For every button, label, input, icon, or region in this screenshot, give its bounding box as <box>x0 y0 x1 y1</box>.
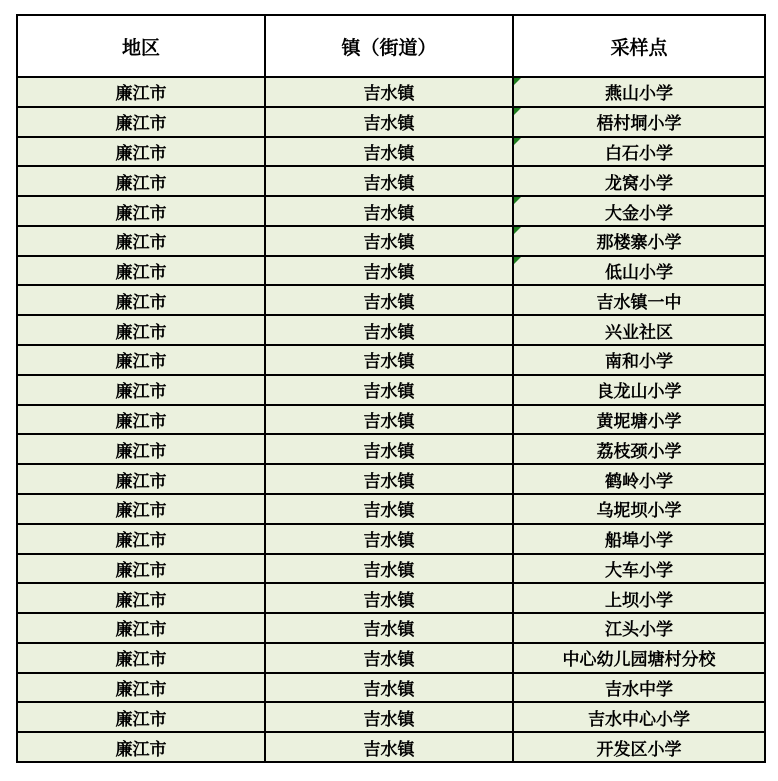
table-row <box>17 256 765 286</box>
site-cell[interactable] <box>513 434 765 464</box>
region-cell[interactable]: 廉江市 <box>17 464 265 494</box>
site-cell[interactable] <box>513 196 765 226</box>
site-cell-text: 南和小学 <box>605 352 673 372</box>
table-row <box>17 613 765 643</box>
town-cell[interactable]: 吉水镇 <box>265 583 513 613</box>
sampling-points-sheet <box>16 14 766 763</box>
site-cell[interactable] <box>513 643 765 673</box>
region-cell[interactable]: 廉江市 <box>17 434 265 464</box>
table-row <box>17 494 765 524</box>
region-cell[interactable]: 廉江市 <box>17 494 265 524</box>
header-row <box>17 15 765 77</box>
town-cell[interactable]: 吉水镇 <box>265 137 513 167</box>
site-cell[interactable] <box>513 375 765 405</box>
table-row <box>17 375 765 405</box>
region-cell[interactable]: 廉江市 <box>17 405 265 435</box>
table-row <box>17 315 765 345</box>
error-indicator-icon <box>514 108 521 115</box>
sampling-points-table <box>16 14 766 763</box>
table-row <box>17 673 765 703</box>
town-cell[interactable]: 吉水镇 <box>265 77 513 107</box>
region-cell[interactable]: 廉江市 <box>17 137 265 167</box>
site-cell-text: 吉水中学 <box>605 680 673 700</box>
site-cell-text: 燕山小学 <box>605 84 673 104</box>
region-cell[interactable]: 廉江市 <box>17 77 265 107</box>
error-indicator-icon <box>514 197 521 204</box>
region-cell[interactable]: 廉江市 <box>17 345 265 375</box>
town-cell[interactable]: 吉水镇 <box>265 315 513 345</box>
town-cell[interactable]: 吉水镇 <box>265 196 513 226</box>
town-cell[interactable]: 吉水镇 <box>265 166 513 196</box>
site-cell[interactable] <box>513 464 765 494</box>
region-cell[interactable]: 廉江市 <box>17 613 265 643</box>
town-cell[interactable]: 吉水镇 <box>265 464 513 494</box>
site-cell[interactable] <box>513 285 765 315</box>
site-cell-text: 中心幼儿园塘村分校 <box>562 650 716 670</box>
town-cell[interactable]: 吉水镇 <box>265 643 513 673</box>
site-cell-text: 上坝小学 <box>605 590 673 610</box>
table-header <box>17 15 765 77</box>
site-cell[interactable] <box>513 673 765 703</box>
site-cell[interactable] <box>513 702 765 732</box>
town-cell[interactable]: 吉水镇 <box>265 107 513 137</box>
site-cell-text: 龙窝小学 <box>605 173 673 193</box>
site-cell-text: 兴业社区 <box>605 322 673 342</box>
region-cell[interactable]: 廉江市 <box>17 375 265 405</box>
site-cell[interactable] <box>513 613 765 643</box>
region-cell[interactable]: 廉江市 <box>17 285 265 315</box>
town-cell[interactable]: 吉水镇 <box>265 702 513 732</box>
site-cell[interactable] <box>513 405 765 435</box>
table-row <box>17 434 765 464</box>
table-row <box>17 137 765 167</box>
town-cell[interactable]: 吉水镇 <box>265 613 513 643</box>
region-cell[interactable]: 廉江市 <box>17 196 265 226</box>
site-cell[interactable] <box>513 137 765 167</box>
table-row <box>17 732 765 762</box>
table-row <box>17 107 765 137</box>
region-cell[interactable]: 廉江市 <box>17 583 265 613</box>
error-indicator-icon <box>514 78 521 85</box>
table-row <box>17 583 765 613</box>
site-cell-text: 鹤岭小学 <box>605 471 673 491</box>
column-header-site[interactable]: 采样点 <box>513 15 765 77</box>
site-cell-text: 黄坭塘小学 <box>596 411 682 431</box>
table-body <box>17 77 765 762</box>
table-row <box>17 405 765 435</box>
region-cell[interactable]: 廉江市 <box>17 673 265 703</box>
site-cell-text: 梧村垌小学 <box>596 114 682 134</box>
site-cell[interactable] <box>513 732 765 762</box>
region-cell[interactable]: 廉江市 <box>17 643 265 673</box>
town-cell[interactable]: 吉水镇 <box>265 434 513 464</box>
site-cell[interactable] <box>513 583 765 613</box>
site-cell[interactable] <box>513 226 765 256</box>
region-cell[interactable]: 廉江市 <box>17 315 265 345</box>
table-row <box>17 554 765 584</box>
site-cell-text: 船埠小学 <box>605 531 673 551</box>
region-cell[interactable]: 廉江市 <box>17 226 265 256</box>
site-cell-text: 白石小学 <box>605 143 673 163</box>
region-cell[interactable]: 廉江市 <box>17 107 265 137</box>
error-indicator-icon <box>514 227 521 234</box>
site-cell-text: 大车小学 <box>605 560 673 580</box>
town-cell[interactable]: 吉水镇 <box>265 226 513 256</box>
site-cell[interactable] <box>513 166 765 196</box>
site-cell[interactable] <box>513 315 765 345</box>
site-cell-text: 江头小学 <box>605 620 673 640</box>
site-cell-text: 大金小学 <box>605 203 673 223</box>
site-cell[interactable] <box>513 345 765 375</box>
error-indicator-icon <box>514 257 521 264</box>
column-header-town[interactable]: 镇（街道） <box>265 15 513 77</box>
region-cell[interactable]: 廉江市 <box>17 256 265 286</box>
table-row <box>17 77 765 107</box>
site-cell[interactable] <box>513 554 765 584</box>
site-cell-text: 良龙山小学 <box>596 382 682 402</box>
table-row <box>17 524 765 554</box>
site-cell-text: 荔枝颈小学 <box>596 441 682 461</box>
site-cell[interactable] <box>513 77 765 107</box>
table-row <box>17 345 765 375</box>
town-cell[interactable]: 吉水镇 <box>265 285 513 315</box>
table-row <box>17 285 765 315</box>
town-cell[interactable]: 吉水镇 <box>265 256 513 286</box>
site-cell-text: 吉水镇一中 <box>596 292 682 312</box>
region-cell[interactable]: 廉江市 <box>17 524 265 554</box>
town-cell[interactable]: 吉水镇 <box>265 732 513 762</box>
table-row <box>17 702 765 732</box>
table-row <box>17 464 765 494</box>
region-cell[interactable]: 廉江市 <box>17 554 265 584</box>
site-cell-text: 乌坭坝小学 <box>596 501 682 521</box>
table-row <box>17 196 765 226</box>
town-cell[interactable]: 吉水镇 <box>265 524 513 554</box>
site-cell[interactable] <box>513 256 765 286</box>
town-cell[interactable]: 吉水镇 <box>265 673 513 703</box>
table-row <box>17 643 765 673</box>
town-cell[interactable]: 吉水镇 <box>265 345 513 375</box>
table-row <box>17 226 765 256</box>
town-cell[interactable]: 吉水镇 <box>265 375 513 405</box>
table-row <box>17 166 765 196</box>
region-cell[interactable]: 廉江市 <box>17 166 265 196</box>
site-cell-text: 吉水中心小学 <box>588 709 690 729</box>
site-cell-text: 那楼寨小学 <box>596 233 682 253</box>
column-header-region[interactable]: 地区 <box>17 15 265 77</box>
region-cell[interactable]: 廉江市 <box>17 732 265 762</box>
error-indicator-icon <box>514 138 521 145</box>
town-cell[interactable]: 吉水镇 <box>265 405 513 435</box>
town-cell[interactable]: 吉水镇 <box>265 554 513 584</box>
site-cell[interactable] <box>513 494 765 524</box>
site-cell-text: 开发区小学 <box>596 739 682 759</box>
site-cell-text: 低山小学 <box>605 263 673 283</box>
site-cell[interactable] <box>513 524 765 554</box>
site-cell[interactable] <box>513 107 765 137</box>
region-cell[interactable]: 廉江市 <box>17 702 265 732</box>
town-cell[interactable]: 吉水镇 <box>265 494 513 524</box>
